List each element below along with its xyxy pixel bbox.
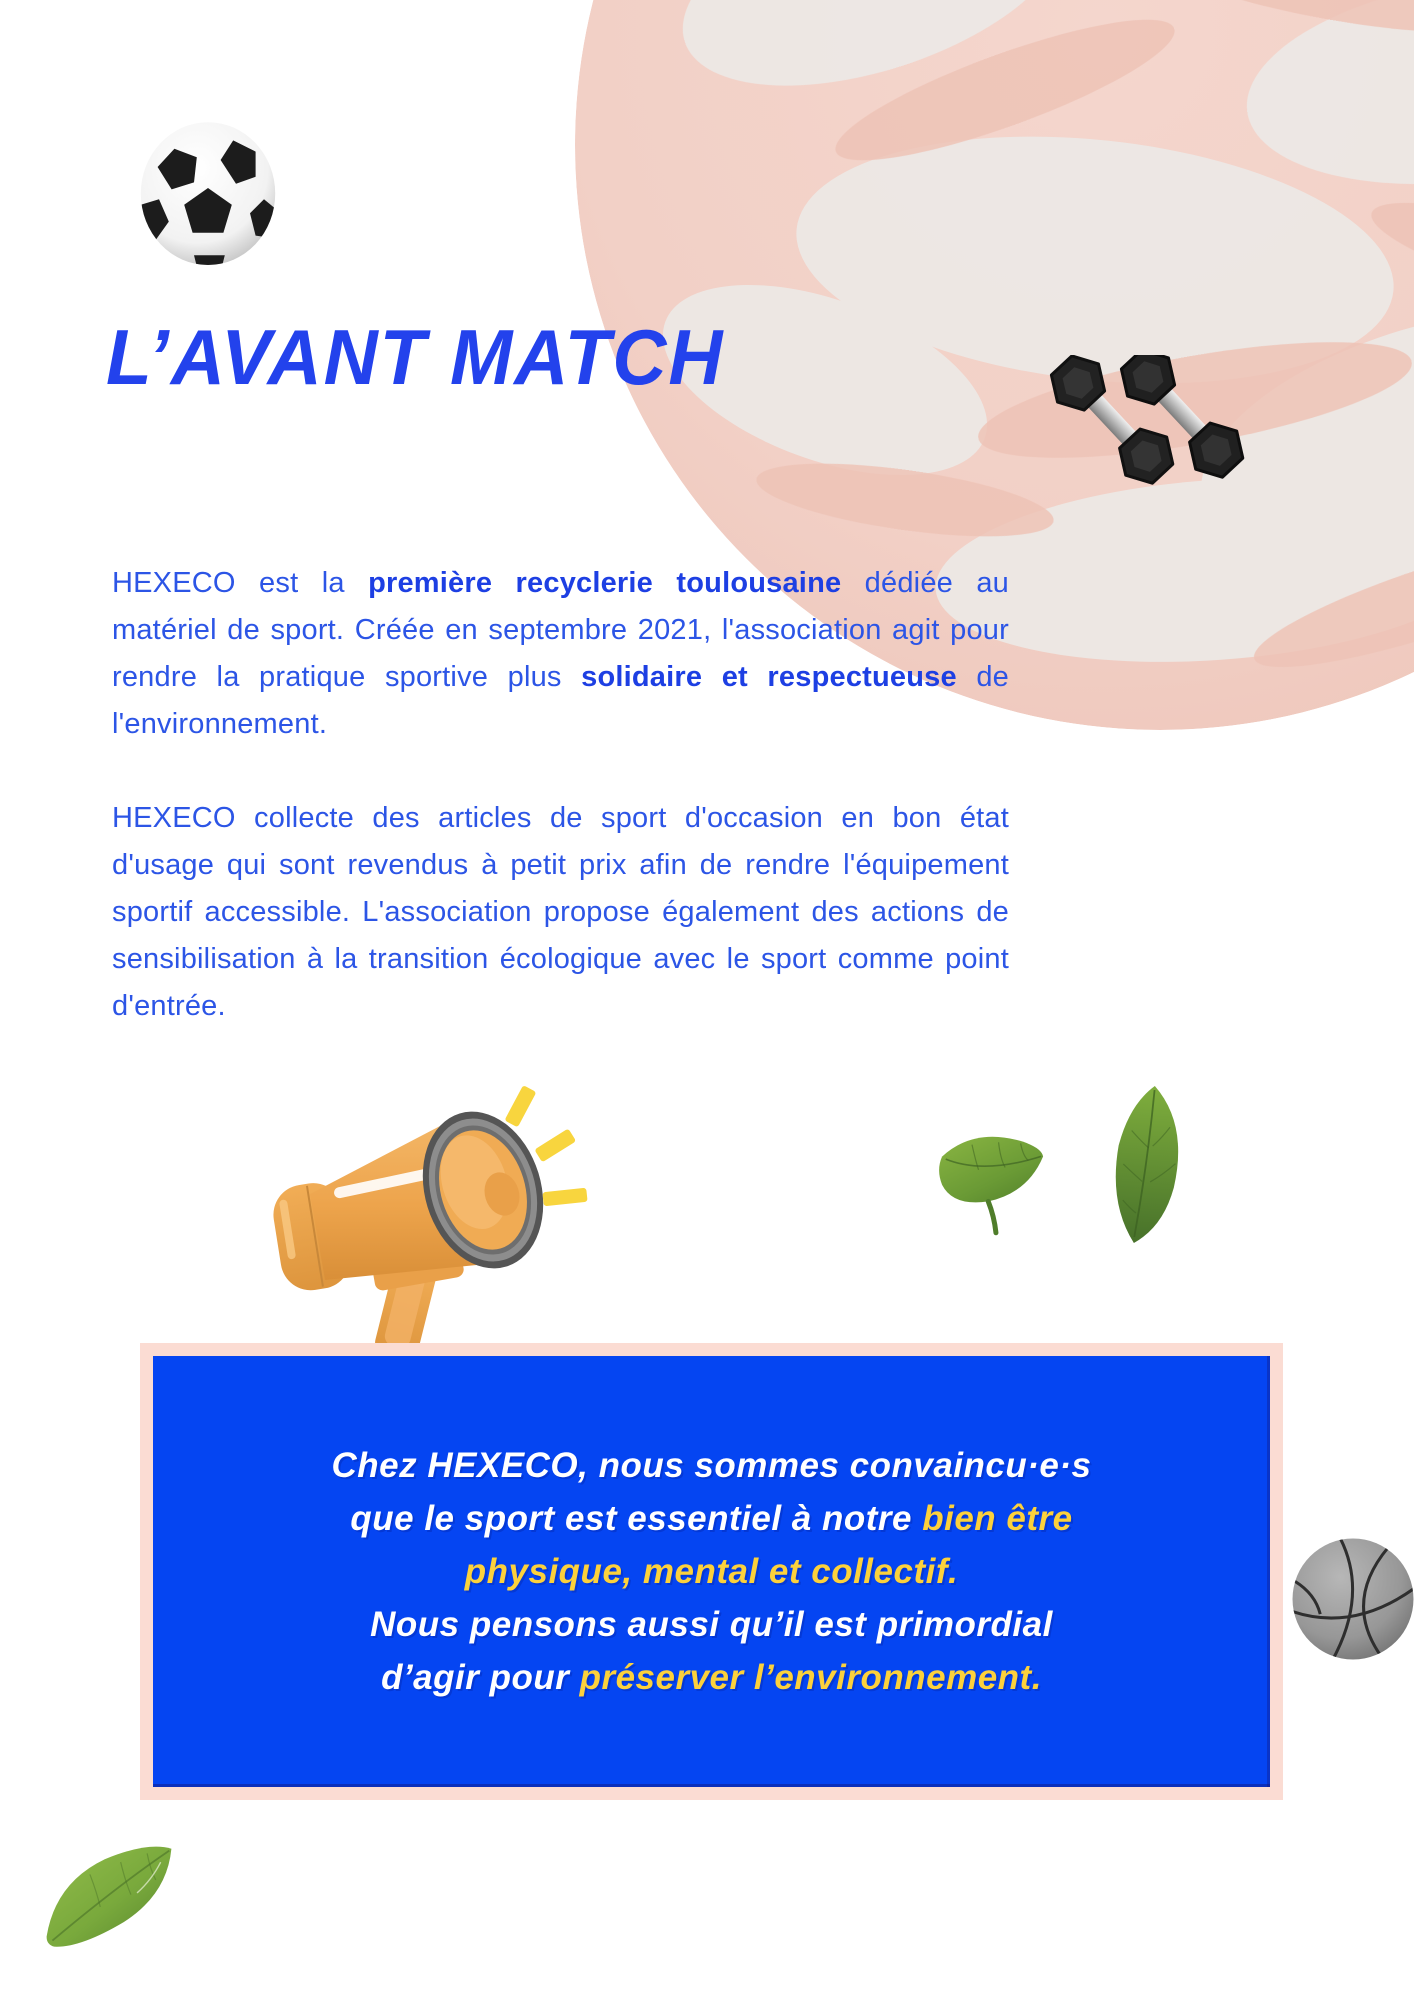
green-leaf-icon bbox=[40, 1828, 225, 1978]
text-segment: dédiée au matériel de sport. Créée en septembre 2021, l'association agit pour rendre la pratique sportive plus bbox=[112, 567, 1018, 693]
megaphone-icon bbox=[255, 1072, 600, 1367]
text-segment: d’agir pour bbox=[381, 1658, 580, 1697]
text-segment: Nous pensons aussi qu’il est primordial bbox=[370, 1605, 1053, 1644]
text-segment: première recyclerie toulousaine bbox=[368, 567, 842, 599]
soccer-ball-icon bbox=[138, 120, 278, 270]
text-segment: Chez HEXECO, nous sommes convaincu·e·s bbox=[331, 1446, 1092, 1485]
quote-line bbox=[350, 1492, 1072, 1545]
quote-box bbox=[153, 1356, 1270, 1787]
text-segment: solidaire et respectueuse bbox=[581, 661, 957, 693]
quote-line bbox=[465, 1545, 958, 1598]
text-segment: préserver l’environnement. bbox=[579, 1658, 1042, 1697]
activity-paragraph bbox=[112, 795, 1018, 1030]
quote-box-frame bbox=[140, 1343, 1283, 1800]
quote-line bbox=[381, 1651, 1042, 1704]
text-segment: HEXECO collecte des articles de sport d'occasion en bon état d'usage qui sont revendus à petit prix afin de rendre l'équipement sportif accessible. L'association propose également des actions de sensibilisation à la transition écologique avec le sport comme point d'entrée. bbox=[112, 802, 1018, 1022]
basketball-icon bbox=[1290, 1536, 1414, 1662]
text-segment: HEXECO est la bbox=[112, 567, 369, 599]
text-segment: que le sport est essentiel à notre bbox=[350, 1499, 923, 1538]
quote-line bbox=[331, 1439, 1091, 1492]
page-title: L’AVANT MATCH bbox=[106, 313, 725, 401]
text-segment: de l'environnement. bbox=[112, 661, 1018, 740]
quote-line bbox=[370, 1598, 1053, 1651]
intro-paragraph bbox=[112, 560, 1018, 748]
text-segment: physique, mental et collectif. bbox=[464, 1552, 959, 1591]
green-leaves-icon bbox=[935, 1080, 1215, 1255]
dumbbells-icon bbox=[1020, 355, 1270, 535]
text-segment: bien être bbox=[922, 1499, 1073, 1538]
